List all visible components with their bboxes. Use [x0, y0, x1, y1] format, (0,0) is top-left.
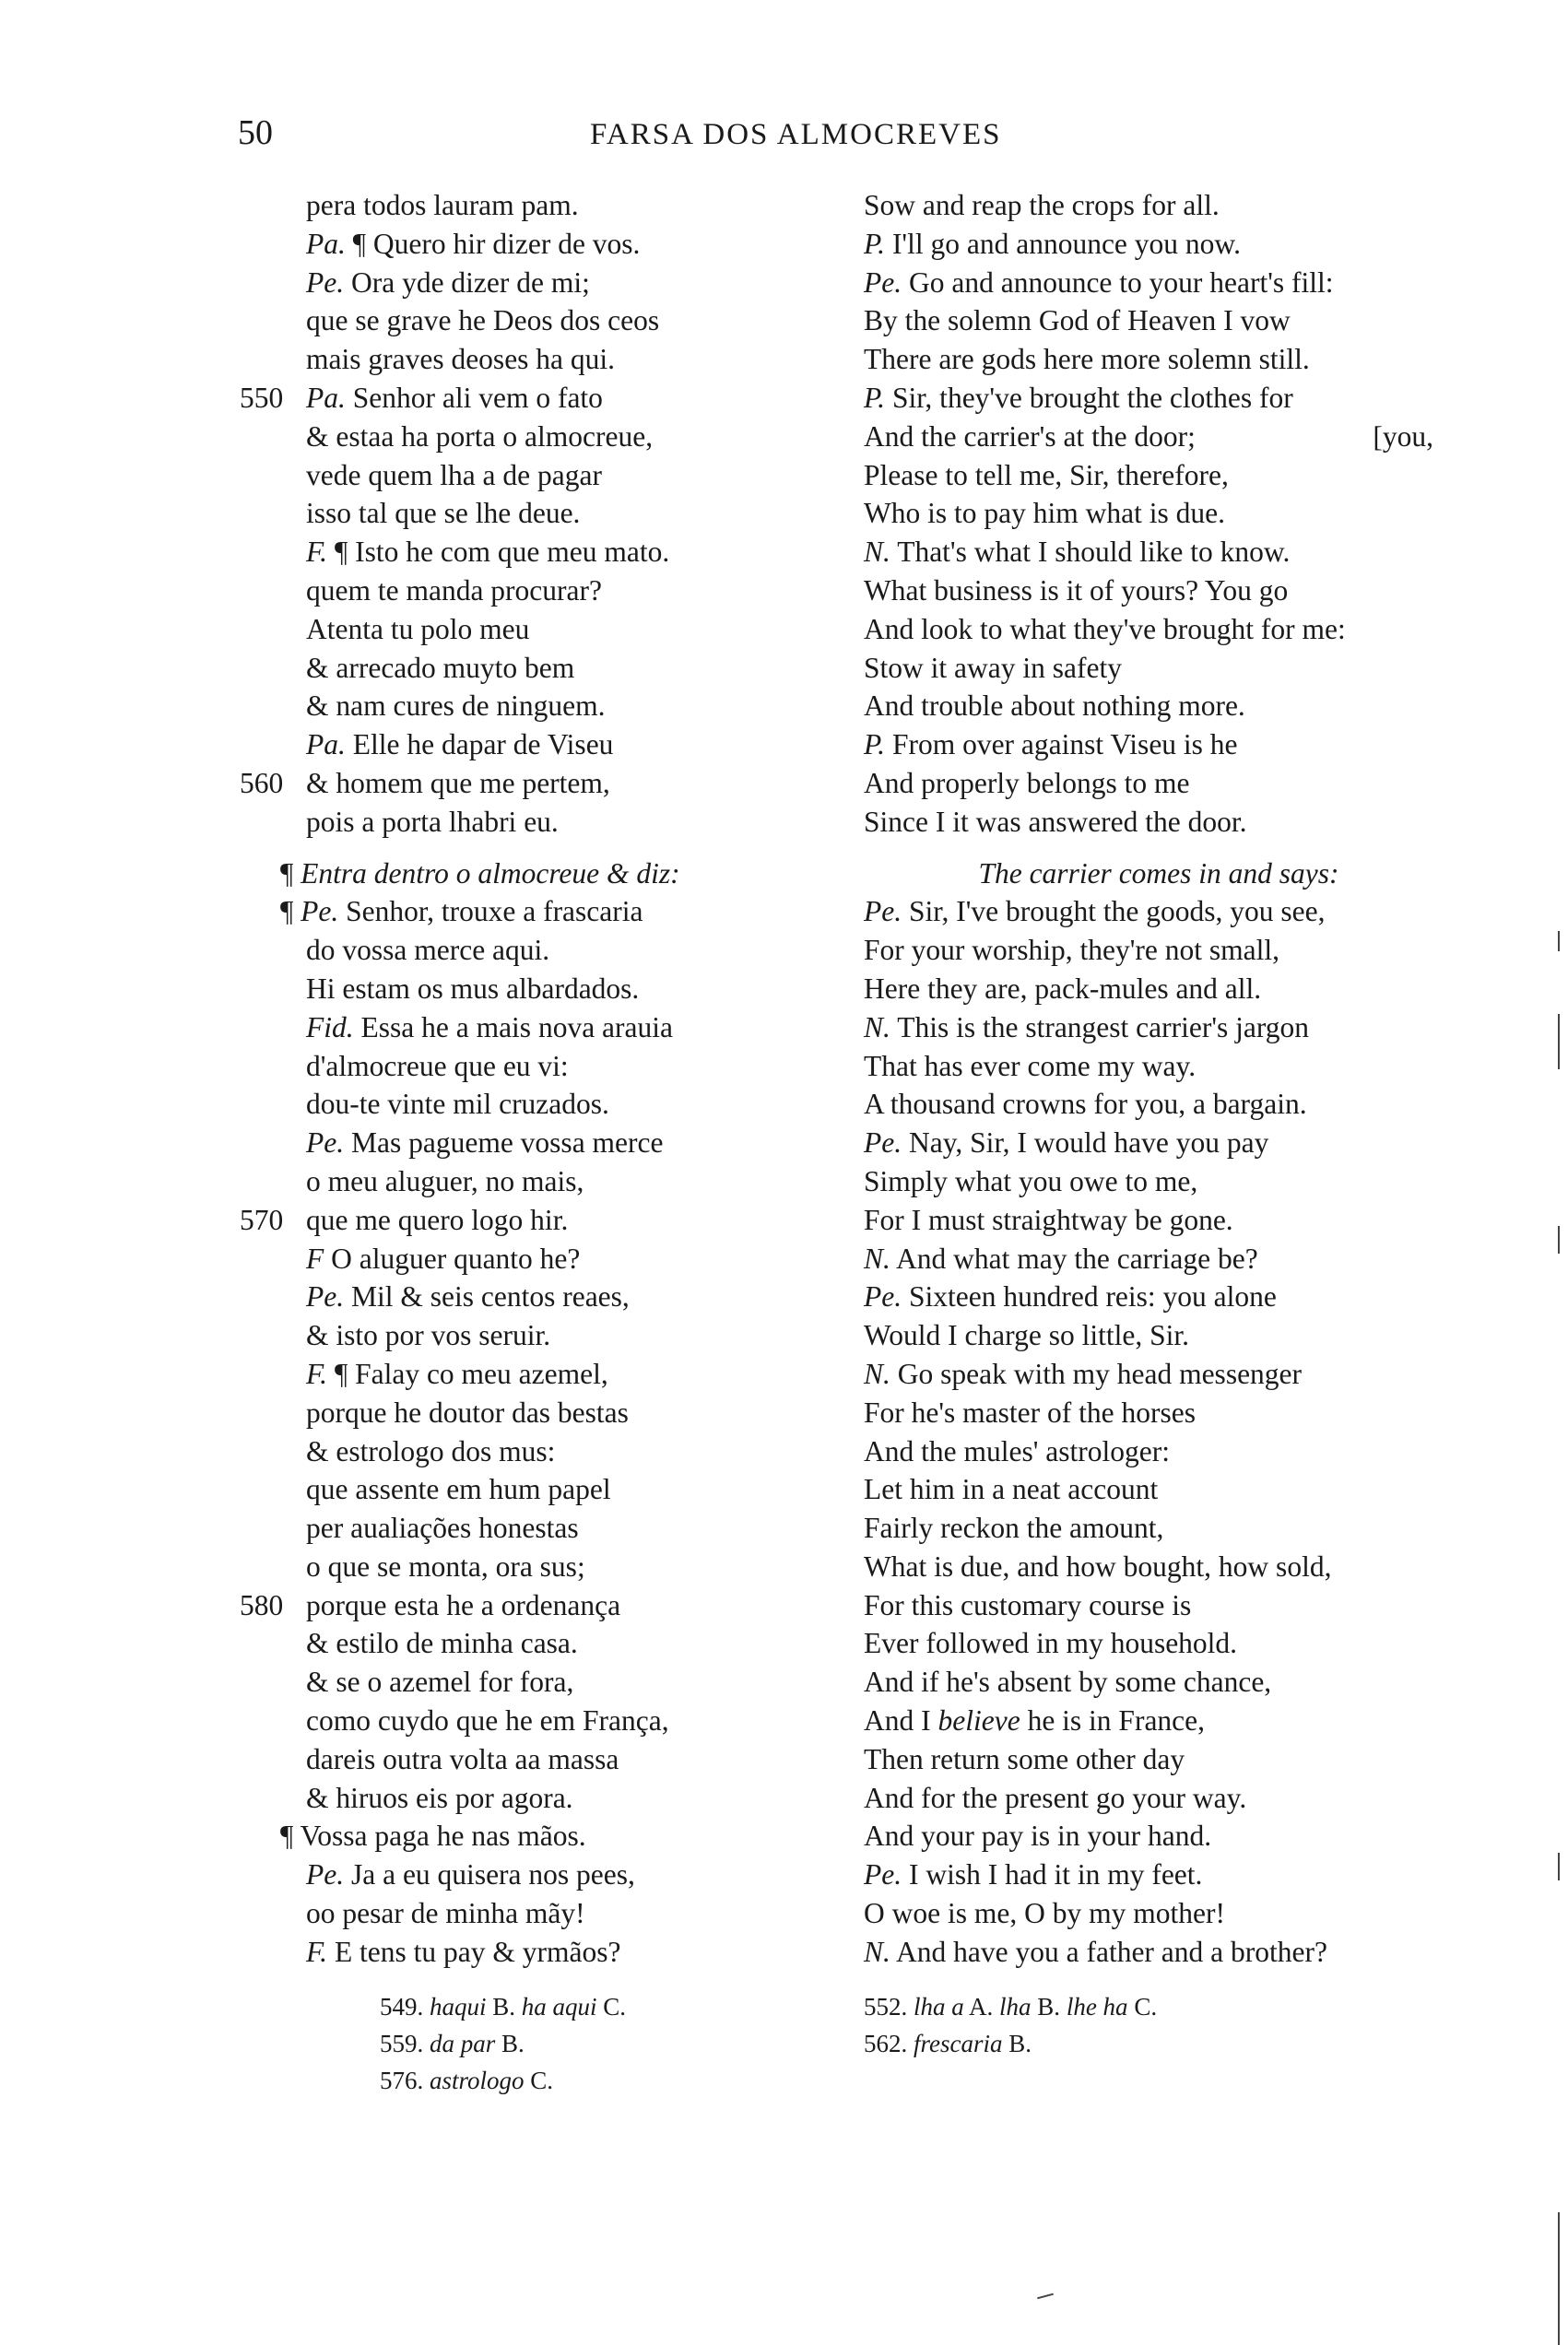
verse-line	[240, 931, 830, 970]
translation-line	[864, 1162, 1454, 1201]
pilcrow: ¶	[280, 895, 301, 928]
footnote: 562. frescaria B.	[864, 2030, 1032, 2057]
translation-text: Who is to pay him what is due.	[864, 497, 1225, 530]
speaker-abbrev: Pe.	[864, 895, 902, 928]
verse-line	[240, 1355, 830, 1394]
verse-line	[240, 494, 830, 533]
verse-text: Pe. Mil & seis centos reaes,	[306, 1280, 630, 1314]
verse-line	[240, 892, 830, 931]
verse-line	[240, 1702, 830, 1740]
variant-reading: lha a	[914, 1993, 964, 2021]
translation-text: A thousand crowns for you, a bargain.	[864, 1088, 1307, 1121]
verse-line	[240, 1894, 830, 1933]
speaker-abbrev: Pe.	[306, 1280, 345, 1314]
translation-line	[864, 764, 1454, 803]
verse-line	[240, 533, 830, 572]
translation-text: And look to what they've brought for me:	[864, 612, 1346, 645]
speaker-abbrev: P.	[864, 381, 886, 414]
speaker-abbrev: F.	[306, 536, 328, 569]
variant-reading: lhe ha	[1066, 1993, 1128, 2021]
translation-text: Here they are, pack-mules and all.	[864, 972, 1262, 1005]
translation-text: N. Go speak with my head messenger	[864, 1357, 1303, 1390]
speaker-abbrev: Pa.	[306, 227, 346, 260]
verse-text: per aualiações honestas	[306, 1512, 579, 1545]
footnote: 552. lha a A. lha B. lhe ha C.	[864, 1993, 1158, 2021]
speaker-abbrev: Fid.	[306, 1010, 354, 1043]
verse-text: oo pesar de minha mãy!	[306, 1897, 585, 1930]
verse-text: o que se monta, ora sus;	[306, 1550, 585, 1583]
verse-line	[240, 1201, 830, 1240]
margin-mark	[1558, 2212, 1560, 2345]
verse-line	[240, 1432, 830, 1471]
emphasis: believe	[937, 1704, 1020, 1738]
verse-line	[240, 1470, 830, 1509]
translation-text: For I must straightway be gone.	[864, 1203, 1233, 1236]
verse-text: porque he doutor das bestas	[306, 1396, 629, 1429]
translation-line	[864, 456, 1454, 495]
pilcrow: ¶	[280, 1820, 301, 1853]
verse-line	[240, 1394, 830, 1432]
verse-text: pois a porta lhabri eu.	[306, 805, 559, 838]
speaker-abbrev: P.	[864, 728, 886, 761]
verse-line	[240, 1008, 830, 1047]
verse-line	[240, 970, 830, 1008]
speaker-abbrev: N.	[864, 1935, 890, 1968]
verse-line	[240, 764, 830, 803]
margin-mark	[1037, 2293, 1054, 2300]
translation-line	[864, 1008, 1454, 1047]
verse-text: & arrecado muyto bem	[306, 651, 575, 684]
verse-line	[240, 456, 830, 495]
verse-line	[240, 1240, 830, 1279]
speaker-abbrev: Pe.	[306, 265, 345, 299]
line-number: 580	[240, 1588, 284, 1621]
translation-text: Since I it was answered the door.	[864, 805, 1247, 838]
translation-text: Ever followed in my household.	[864, 1627, 1238, 1660]
translation-line	[864, 1548, 1454, 1586]
translation-text: And the carrier's at the door;	[864, 419, 1196, 453]
translation-line	[864, 1624, 1454, 1663]
translation-line	[864, 1509, 1454, 1548]
translation-text: What is due, and how bought, how sold,	[864, 1550, 1332, 1583]
translation-text: There are gods here more solemn still.	[864, 343, 1310, 376]
translation-line	[864, 1394, 1454, 1432]
variant-reading: da par	[430, 2030, 496, 2057]
verse-line	[240, 1509, 830, 1548]
verse-text: Hi estam os mus albardados.	[306, 972, 640, 1005]
footnote-number: 552.	[864, 1993, 914, 2021]
translation-text: Would I charge so little, Sir.	[864, 1319, 1189, 1352]
translation-line	[864, 1047, 1454, 1086]
verse-line	[240, 610, 830, 649]
verse-text: Pa. Elle he dapar de Viseu	[306, 728, 614, 761]
translation-line	[864, 1201, 1454, 1240]
verse-text: do vossa merce aqui.	[306, 934, 550, 967]
verse-line	[240, 1663, 830, 1702]
line-overflow: [you,	[1373, 419, 1433, 453]
stage-direction: The carrier comes in and says:	[978, 856, 1339, 890]
translation-line	[864, 1779, 1454, 1818]
footnote-number: 576.	[380, 2067, 430, 2094]
translation-text: Pe. Go and announce to your heart's fill:	[864, 265, 1334, 299]
translation-text: Let him in a neat account	[864, 1473, 1159, 1506]
translation-line	[864, 1316, 1454, 1355]
translation-line	[864, 854, 1454, 893]
variant-reading: haqui	[430, 1993, 487, 2021]
line-number: 560	[240, 766, 284, 799]
speaker-abbrev: Pe.	[306, 1858, 345, 1891]
speaker-abbrev: Pe.	[864, 1280, 902, 1314]
verse-line	[240, 1586, 830, 1625]
translation-line	[864, 892, 1454, 931]
speaker-abbrev: Pa.	[306, 381, 346, 414]
translation-text: For he's master of the horses	[864, 1396, 1196, 1429]
verse-line	[240, 225, 830, 264]
verse-text: como cuydo que he em França,	[306, 1704, 669, 1738]
verse-text: F. E tens tu pay & yrmãos?	[306, 1935, 621, 1968]
translation-text: And your pay is in your hand.	[864, 1820, 1212, 1853]
verse-line	[240, 1278, 830, 1316]
translation-text: N. And what may the carriage be?	[864, 1242, 1258, 1275]
verse-text: F O aluguer quanto he?	[306, 1242, 581, 1275]
translation-text: Pe. I wish I had it in my feet.	[864, 1858, 1203, 1891]
margin-mark	[1558, 931, 1560, 951]
verse-text: Pe. Ja a eu quisera nos pees,	[306, 1858, 635, 1891]
verse-line	[240, 186, 830, 225]
verse-text: porque esta he a ordenança	[306, 1588, 621, 1621]
verse-text: & estrologo dos mus:	[306, 1434, 556, 1467]
translation-line	[864, 418, 1454, 456]
verse-line	[240, 803, 830, 842]
translation-line	[864, 533, 1454, 572]
variant-reading: ha aqui	[521, 1993, 597, 2021]
verse-text: Pe. Mas pagueme vossa merce	[306, 1126, 664, 1160]
verse-line	[240, 1624, 830, 1663]
stanza-gap	[240, 842, 830, 854]
translation-line	[864, 1470, 1454, 1509]
translation-text: For your worship, they're not small,	[864, 934, 1279, 967]
translation-line	[864, 1432, 1454, 1471]
translation-line	[864, 494, 1454, 533]
translation-text: That has ever come my way.	[864, 1049, 1197, 1082]
verse-text: & hiruos eis por agora.	[306, 1781, 573, 1814]
footnote: 549. haqui B. ha aqui C.	[380, 1993, 627, 2021]
speaker-abbrev: Pe.	[864, 1858, 902, 1891]
verse-text: Pa. Senhor ali vem o fato	[306, 381, 603, 414]
translation-line	[864, 1817, 1454, 1856]
translation-line	[864, 379, 1454, 418]
verse-line	[240, 725, 830, 764]
translation-line	[864, 264, 1454, 302]
translation-line	[864, 225, 1454, 264]
verse-text: Atenta tu polo meu	[306, 612, 530, 645]
pilcrow: ¶	[280, 856, 301, 890]
translation-text: Pe. Sir, I've brought the goods, you see,	[864, 895, 1326, 928]
variant-reading: frescaria	[914, 2030, 1003, 2057]
translation-text: Pe. Sixteen hundred reis: you alone	[864, 1280, 1277, 1314]
verse-line	[240, 1856, 830, 1894]
verse-text: & homem que me pertem,	[306, 766, 610, 799]
translation-text: And I believe he is in France,	[864, 1704, 1206, 1738]
speaker-abbrev: N.	[864, 1357, 890, 1390]
translation-text: N. And have you a father and a brother?	[864, 1935, 1327, 1968]
verse-text: ¶ Pe. Senhor, trouxe a frascaria	[280, 895, 643, 928]
verse-text: F. ¶ Falay co meu azemel,	[306, 1357, 608, 1390]
translation-text: And the mules' astrologer:	[864, 1434, 1170, 1467]
verse-line	[240, 264, 830, 302]
translation-line	[864, 1278, 1454, 1316]
verse-line	[240, 301, 830, 340]
translation-text: P. I'll go and announce you now.	[864, 227, 1241, 260]
verse-text: que assente em hum papel	[306, 1473, 611, 1506]
translation-line	[864, 970, 1454, 1008]
translation-text: And if he's absent by some chance,	[864, 1666, 1272, 1699]
translation-text: P. Sir, they've brought the clothes for	[864, 381, 1293, 414]
speaker-abbrev: Pe.	[864, 265, 902, 299]
translation-line	[864, 572, 1454, 610]
verse-line	[240, 379, 830, 418]
verse-line	[240, 1124, 830, 1162]
portuguese-text-column	[240, 186, 830, 1972]
margin-mark	[1558, 1853, 1560, 1880]
verse-text: mais graves deoses ha qui.	[306, 343, 616, 376]
footnote: 559. da par B.	[380, 2030, 525, 2057]
translation-text: N. That's what I should like to know.	[864, 536, 1291, 569]
translation-line	[864, 1856, 1454, 1894]
verse-line	[240, 1047, 830, 1086]
translation-text: Fairly reckon the amount,	[864, 1512, 1164, 1545]
translation-line	[864, 301, 1454, 340]
verse-text: & estilo de minha casa.	[306, 1627, 578, 1660]
english-translation-column	[864, 186, 1454, 1972]
verse-text: & nam cures de ninguem.	[306, 689, 606, 723]
verse-line	[240, 1779, 830, 1818]
verse-text: ¶ Vossa paga he nas mãos.	[280, 1820, 586, 1853]
speaker-abbrev: Pe.	[306, 1126, 345, 1160]
page-number: 50	[238, 113, 273, 152]
footnotes-right	[864, 1988, 1157, 2062]
verse-line	[240, 1740, 830, 1779]
translation-text: Pe. Nay, Sir, I would have you pay	[864, 1126, 1269, 1160]
verse-text: F. ¶ Isto he com que meu mato.	[306, 536, 670, 569]
speaker-abbrev: N.	[864, 1242, 890, 1275]
verse-text: dareis outra volta aa massa	[306, 1742, 619, 1775]
translation-line	[864, 1663, 1454, 1702]
translation-text: And properly belongs to me	[864, 766, 1190, 799]
verse-text: Pe. Ora yde dizer de mi;	[306, 265, 590, 299]
translation-text: For this customary course is	[864, 1588, 1192, 1621]
verse-line	[240, 1548, 830, 1586]
translation-line	[864, 649, 1454, 688]
translation-line	[864, 687, 1454, 725]
speaker-abbrev: P.	[864, 227, 886, 260]
verse-text: & se o azemel for fora,	[306, 1666, 574, 1699]
footnotes-left	[380, 1988, 626, 2099]
translation-text: Sow and reap the crops for all.	[864, 189, 1220, 221]
translation-text: Simply what you owe to me,	[864, 1164, 1198, 1197]
verse-line	[240, 572, 830, 610]
speaker-abbrev: F.	[306, 1357, 328, 1390]
verse-line	[240, 418, 830, 456]
speaker-abbrev: N.	[864, 1010, 890, 1043]
translation-line	[864, 1240, 1454, 1279]
translation-line	[864, 1124, 1454, 1162]
translation-line	[864, 186, 1454, 225]
speaker-abbrev: Pe.	[301, 895, 339, 928]
verse-line	[240, 1817, 830, 1856]
translation-line	[864, 931, 1454, 970]
stanza-gap	[864, 842, 1454, 854]
speaker-abbrev: F	[306, 1242, 324, 1275]
verse-text: quem te manda procurar?	[306, 573, 602, 607]
footnote-number: 559.	[380, 2030, 430, 2057]
verse-line	[240, 1162, 830, 1201]
translation-text: O woe is me, O by my mother!	[864, 1897, 1225, 1930]
verse-line	[240, 649, 830, 688]
verse-text	[280, 854, 680, 893]
translation-line	[864, 1894, 1454, 1933]
line-number: 570	[240, 1203, 284, 1236]
translation-line	[864, 803, 1454, 842]
verse-line	[240, 687, 830, 725]
translation-text: N. This is the strangest carrier's jargon	[864, 1010, 1310, 1043]
translation-line	[864, 725, 1454, 764]
margin-mark	[1558, 1226, 1560, 1254]
footnote-number: 549.	[380, 1993, 430, 2021]
translation-text: And for the present go your way.	[864, 1781, 1247, 1814]
verse-text: Fid. Essa he a mais nova arauia	[306, 1010, 673, 1043]
verse-line	[240, 1933, 830, 1972]
translation-line	[864, 1586, 1454, 1625]
verse-text: que se grave he Deos dos ceos	[306, 304, 660, 337]
verse-text: pera todos lauram pam.	[306, 189, 579, 221]
speaker-abbrev: F.	[306, 1935, 328, 1968]
verse-line	[240, 340, 830, 379]
translation-text: Stow it away in safety	[864, 651, 1122, 684]
verse-line	[240, 1085, 830, 1124]
line-number: 550	[240, 381, 284, 414]
translation-line	[864, 340, 1454, 379]
footnote-number: 562.	[864, 2030, 914, 2057]
translation-line	[864, 1702, 1454, 1740]
translation-line	[864, 610, 1454, 649]
verse-text: & estaa ha porta o almocreue,	[306, 419, 654, 453]
footnote: 576. astrologo C.	[380, 2067, 554, 2094]
verse-text: isso tal que se lhe deue.	[306, 497, 581, 530]
speaker-abbrev: Pa.	[306, 728, 346, 761]
verse-line	[240, 1316, 830, 1355]
translation-text: P. From over against Viseu is he	[864, 728, 1238, 761]
verse-text: dou-te vinte mil cruzados.	[306, 1088, 609, 1121]
translation-text: Please to tell me, Sir, therefore,	[864, 458, 1229, 491]
verse-text: d'almocreue que eu vi:	[306, 1049, 569, 1082]
variant-reading: lha	[999, 1993, 1032, 2021]
margin-mark	[1558, 1014, 1560, 1069]
translation-text: And trouble about nothing more.	[864, 689, 1245, 723]
speaker-abbrev: N.	[864, 536, 890, 569]
translation-line	[864, 1085, 1454, 1124]
verse-line	[240, 854, 830, 893]
translation-line	[864, 1933, 1454, 1972]
stage-direction: Entra dentro o almocreue & diz:	[301, 856, 680, 890]
speaker-abbrev: Pe.	[864, 1126, 902, 1160]
verse-text: vede quem lha a de pagar	[306, 458, 602, 491]
translation-line	[864, 1740, 1454, 1779]
translation-text: By the solemn God of Heaven I vow	[864, 304, 1291, 337]
translation-line	[864, 1355, 1454, 1394]
verse-text: Pa. ¶ Quero hir dizer de vos.	[306, 227, 641, 260]
verse-text: o meu aluguer, no mais,	[306, 1164, 584, 1197]
verse-text: & isto por vos seruir.	[306, 1319, 551, 1352]
translation-text: What business is it of yours? You go	[864, 573, 1289, 607]
verse-text: que me quero logo hir.	[306, 1203, 569, 1236]
running-title: FARSA DOS ALMOCREVES	[590, 118, 1002, 151]
variant-reading: astrologo	[430, 2067, 525, 2094]
translation-text: Then return some other day	[864, 1742, 1185, 1775]
